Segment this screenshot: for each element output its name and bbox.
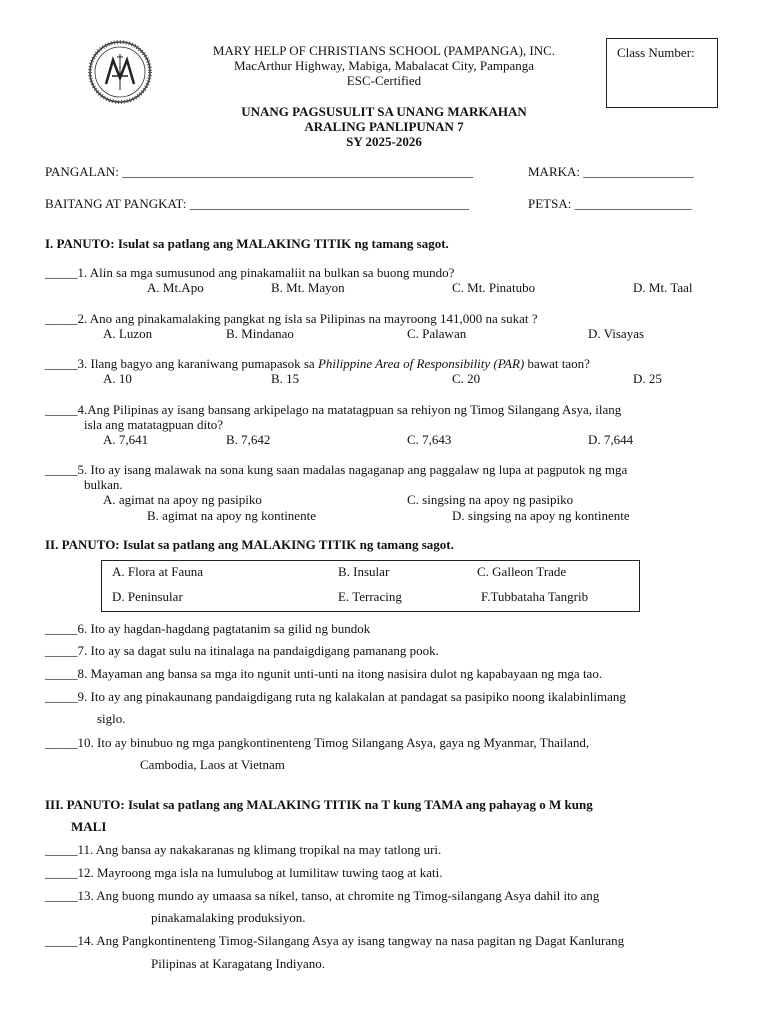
school-year: SY 2025-2026 (346, 134, 422, 149)
q3-text-italic: Philippine Area of Responsibility (PAR) (317, 356, 525, 371)
question-3 (45, 356, 590, 372)
question-13-cont: pinakamalaking produksiyon. (151, 910, 306, 925)
q3-text-before: _____3. Ilang bagyo ang karaniwang pumapasok sa (45, 356, 318, 371)
question-9: _____9. Ito ay ang pinakaunang pandaigdigang ruta ng kalakalan at pandagat sa pasipiko noong ikalabinlimang (45, 689, 626, 704)
part3-instruction: III. PANUTO: Isulat sa patlang ang MALAKING TITIK na T kung TAMA ang pahayag o M kung (45, 797, 593, 812)
part1-instruction: I. PANUTO: Isulat sa patlang ang MALAKING TITIK ng tamang sagot. (45, 236, 449, 251)
question-11: _____11. Ang bansa ay nakakaranas ng klimang tropikal na may tatlong uri. (45, 842, 442, 857)
q4-choice-c: C. 7,643 (407, 432, 452, 447)
choice-f: F.Tubbataha Tangrib (481, 589, 589, 604)
class-number-label: Class Number: (617, 45, 695, 60)
q1-choice-d: D. Mt. Taal (633, 280, 693, 295)
q2-choice-b: B. Mindanao (226, 326, 294, 341)
section-field[interactable]: BAITANG AT PANGKAT: ___________________________________________ (45, 196, 470, 211)
q2-choice-c: C. Palawan (407, 326, 467, 341)
name-field[interactable]: PANGALAN: ______________________________________________________ (45, 164, 474, 179)
q3-text-after: bawat taon? (524, 356, 590, 371)
question-8: _____8. Mayaman ang bansa sa mga ito ngunit unti-unti na itong nasisira dulot ng kapabayaan ng mga tao. (45, 666, 603, 681)
q1-choice-a: A. Mt.Apo (147, 280, 204, 295)
q5-choice-b: B. agimat na apoy ng kontinente (147, 508, 316, 523)
q5-choice-d: D. singsing na apoy ng kontinente (452, 508, 630, 523)
choice-c: C. Galleon Trade (477, 564, 567, 579)
question-4: _____4.Ang Pilipinas ay isang bansang arkipelago na matatagpuan sa rehiyon ng Timog Silangang Asya, ilang (45, 402, 622, 417)
subject-title: ARALING PANLIPUNAN 7 (304, 119, 464, 134)
q5-choice-c: C. singsing na apoy ng pasipiko (407, 492, 574, 507)
school-name: MARY HELP OF CHRISTIANS SCHOOL (PAMPANGA), INC. (212, 43, 556, 58)
q3-choice-a: A. 10 (103, 371, 132, 386)
date-field[interactable]: PETSA: __________________ (528, 196, 692, 211)
q3-choice-d: D. 25 (633, 371, 662, 386)
q3-choice-c: C. 20 (452, 371, 481, 386)
part2-instruction: II. PANUTO: Isulat sa patlang ang MALAKING TITIK ng tamang sagot. (45, 537, 454, 552)
question-14: _____14. Ang Pangkontinenteng Timog-Silangang Asya ay isang tangway na nasa pagitan ng Dagat Kanlurang (45, 933, 625, 948)
choice-e: E. Terracing (338, 589, 402, 604)
certification: ESC-Certified (346, 73, 422, 88)
q4-choice-a: A. 7,641 (103, 432, 149, 447)
question-10: _____10. Ito ay binubuo ng mga pangkontinenteng Timog Silangang Asya, gaya ng Myanmar, Thailand, (45, 735, 590, 750)
q2-choice-a: A. Luzon (103, 326, 153, 341)
class-number-box[interactable] (606, 38, 718, 108)
q1-choice-b: B. Mt. Mayon (271, 280, 345, 295)
question-1: _____1. Alin sa mga sumusunod ang pinakamaliit na bulkan sa buong mundo? (45, 265, 455, 280)
question-5-cont: bulkan. (84, 477, 123, 492)
q5-choice-a: A. agimat na apoy ng pasipiko (103, 492, 262, 507)
q4-choice-b: B. 7,642 (226, 432, 271, 447)
part3-instruction-cont: MALI (71, 819, 107, 834)
exam-title: UNANG PAGSUSULIT SA UNANG MARKAHAN (241, 104, 527, 119)
school-address: MacArthur Highway, Mabiga, Mabalacat City, Pampanga (233, 58, 535, 73)
question-2: _____2. Ano ang pinakamalaking pangkat ng isla sa Pilipinas na mayroong 141,000 na sukat ? (45, 311, 538, 326)
q2-choice-d: D. Visayas (588, 326, 645, 341)
choice-d: D. Peninsular (112, 589, 183, 604)
school-seal (88, 40, 152, 104)
question-4-cont: isla ang matatagpuan dito? (84, 417, 223, 432)
q4-choice-d: D. 7,644 (588, 432, 634, 447)
question-13: _____13. Ang buong mundo ay umaasa sa nikel, tanso, at chromite ng Timog-silangang Asya dahil ito ang (45, 888, 600, 903)
question-5: _____5. Ito ay isang malawak na sona kung saan madalas nagaganap ang paggalaw ng lupa at pagputok ng mga (45, 462, 628, 477)
question-7: _____7. Ito ay sa dagat sulu na itinalaga na pandaigdigang pamanang pook. (45, 643, 439, 658)
choice-a: A. Flora at Fauna (112, 564, 203, 579)
choice-b: B. Insular (338, 564, 390, 579)
question-12: _____12. Mayroong mga isla na lumulubog at lumilitaw tuwing taog at kati. (45, 865, 443, 880)
grade-field[interactable]: MARKA: _________________ (528, 164, 694, 179)
q1-choice-c: C. Mt. Pinatubo (452, 280, 536, 295)
q3-choice-b: B. 15 (271, 371, 300, 386)
question-9-cont: siglo. (97, 711, 126, 726)
question-6: _____6. Ito ay hagdan-hagdang pagtatanim sa gilid ng bundok (45, 621, 371, 636)
question-14-cont: Pilipinas at Karagatang Indiyano. (151, 956, 326, 971)
question-10-cont: Cambodia, Laos at Vietnam (140, 757, 285, 772)
